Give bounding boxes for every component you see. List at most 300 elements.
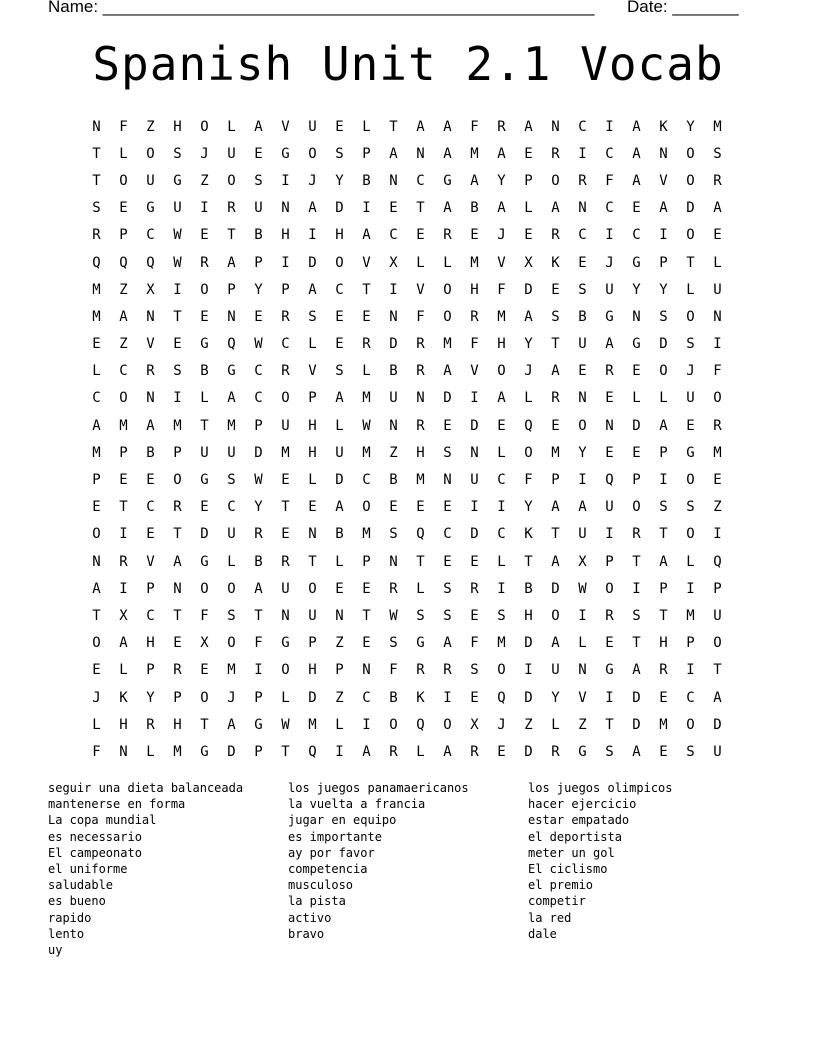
grid-letter: E <box>173 635 182 652</box>
grid-letter: R <box>146 363 155 380</box>
grid-letter: T <box>362 281 371 298</box>
grid-letter: R <box>713 417 722 434</box>
grid-letter: E <box>146 526 155 543</box>
grid-letter: D <box>308 254 317 271</box>
grid-letter: R <box>416 662 425 679</box>
grid-letter: O <box>686 172 695 189</box>
word-column <box>528 780 768 958</box>
grid-letter: E <box>92 662 101 679</box>
grid-letter: W <box>254 336 263 353</box>
grid-letter: T <box>254 607 263 624</box>
grid-letter: C <box>281 336 290 353</box>
grid-letter: W <box>173 227 182 244</box>
grid-letter: L <box>335 553 344 570</box>
grid-letter: O <box>200 118 209 135</box>
grid-letter: S <box>659 308 668 325</box>
grid-letter: O <box>578 417 587 434</box>
letter-grid <box>83 113 731 766</box>
grid-letter: J <box>200 145 209 162</box>
grid-letter: P <box>227 281 236 298</box>
grid-letter: U <box>605 499 614 516</box>
grid-letter: L <box>308 336 317 353</box>
grid-letter: R <box>227 200 236 217</box>
grid-letter: E <box>200 227 209 244</box>
grid-letter: A <box>308 281 317 298</box>
grid-letter: E <box>713 472 722 489</box>
grid-letter: S <box>686 743 695 760</box>
grid-letter: H <box>308 662 317 679</box>
grid-letter: V <box>578 689 587 706</box>
grid-letter: E <box>659 743 668 760</box>
grid-letter: U <box>227 526 236 543</box>
grid-letter: O <box>308 145 317 162</box>
grid-letter: D <box>308 689 317 706</box>
word-item: ay por favor <box>288 845 375 860</box>
grid-letter: G <box>416 635 425 652</box>
grid-letter: C <box>227 499 236 516</box>
grid-letter: A <box>524 308 533 325</box>
grid-letter: Q <box>416 526 425 543</box>
grid-letter: D <box>470 417 479 434</box>
grid-letter: F <box>416 308 425 325</box>
grid-letter: Y <box>335 172 344 189</box>
grid-letter: P <box>308 635 317 652</box>
grid-letter: T <box>119 499 128 516</box>
grid-letter: D <box>524 743 533 760</box>
grid-letter: R <box>173 662 182 679</box>
grid-letter: S <box>713 145 722 162</box>
grid-letter: P <box>335 662 344 679</box>
grid-letter: M <box>362 444 371 461</box>
grid-letter: A <box>146 417 155 434</box>
grid-letter: F <box>92 743 101 760</box>
grid-letter: U <box>308 607 317 624</box>
grid-letter: H <box>308 417 317 434</box>
grid-letter: I <box>470 499 479 516</box>
grid-letter: N <box>551 118 560 135</box>
grid-letter: A <box>497 200 506 217</box>
grid-letter: O <box>146 145 155 162</box>
grid-letter: R <box>119 553 128 570</box>
grid-letter: M <box>470 145 479 162</box>
grid-letter: T <box>92 607 101 624</box>
grid-letter: G <box>443 172 452 189</box>
grid-letter: C <box>92 390 101 407</box>
grid-letter: A <box>119 308 128 325</box>
grid-letter: I <box>605 526 614 543</box>
grid-letter: N <box>659 145 668 162</box>
grid-letter: G <box>605 308 614 325</box>
grid-letter: L <box>713 254 722 271</box>
grid-letter: G <box>146 200 155 217</box>
grid-letter: N <box>389 417 398 434</box>
grid-letter: M <box>497 635 506 652</box>
grid-letter: V <box>308 363 317 380</box>
grid-letter: U <box>713 281 722 298</box>
grid-letter: J <box>308 172 317 189</box>
grid-letter: R <box>551 145 560 162</box>
word-list <box>48 780 768 958</box>
grid-letter: Q <box>308 743 317 760</box>
grid-letter: I <box>308 227 317 244</box>
grid-letter: D <box>200 526 209 543</box>
grid-letter: E <box>200 662 209 679</box>
grid-letter: O <box>281 662 290 679</box>
grid-letter: P <box>551 472 560 489</box>
grid-letter: E <box>659 689 668 706</box>
grid-letter: E <box>497 417 506 434</box>
grid-letter: E <box>524 145 533 162</box>
grid-letter: U <box>551 662 560 679</box>
grid-letter: A <box>443 118 452 135</box>
grid-letter: A <box>443 363 452 380</box>
grid-letter: N <box>173 580 182 597</box>
grid-letter: I <box>173 281 182 298</box>
grid-letter: H <box>173 716 182 733</box>
grid-letter: D <box>524 281 533 298</box>
grid-letter: L <box>200 390 209 407</box>
word-item: competir <box>528 894 586 909</box>
grid-letter: D <box>254 444 263 461</box>
grid-letter: F <box>470 118 479 135</box>
grid-letter: T <box>659 607 668 624</box>
grid-letter: N <box>227 308 236 325</box>
grid-letter: O <box>389 716 398 733</box>
grid-letter: M <box>686 607 695 624</box>
grid-letter: S <box>416 607 425 624</box>
grid-letter: S <box>173 363 182 380</box>
grid-letter: P <box>119 227 128 244</box>
grid-letter: T <box>713 662 722 679</box>
grid-letter: R <box>605 607 614 624</box>
word-item: dale <box>528 926 557 941</box>
word-column <box>288 780 528 958</box>
grid-letter: E <box>551 281 560 298</box>
grid-letter: T <box>632 635 641 652</box>
grid-letter: L <box>335 417 344 434</box>
grid-letter: L <box>416 254 425 271</box>
grid-letter: L <box>335 716 344 733</box>
grid-letter: N <box>389 308 398 325</box>
grid-letter: A <box>551 200 560 217</box>
grid-letter: Y <box>686 118 695 135</box>
grid-letter: I <box>524 662 533 679</box>
grid-letter: M <box>281 444 290 461</box>
grid-letter: E <box>335 580 344 597</box>
grid-letter: S <box>254 172 263 189</box>
grid-letter: X <box>470 716 479 733</box>
grid-letter: O <box>686 227 695 244</box>
grid-letter: A <box>92 417 101 434</box>
grid-letter: P <box>308 390 317 407</box>
grid-letter: W <box>281 716 290 733</box>
grid-letter: L <box>362 363 371 380</box>
grid-letter: W <box>578 580 587 597</box>
grid-letter: E <box>713 227 722 244</box>
grid-letter: I <box>605 118 614 135</box>
grid-letter: A <box>443 200 452 217</box>
grid-letter: O <box>713 635 722 652</box>
grid-letter: U <box>578 336 587 353</box>
grid-letter: E <box>443 553 452 570</box>
grid-letter: Z <box>119 336 128 353</box>
grid-letter: Z <box>146 118 155 135</box>
grid-letter: S <box>443 607 452 624</box>
grid-letter: P <box>92 472 101 489</box>
grid-letter: R <box>551 390 560 407</box>
grid-letter: A <box>551 635 560 652</box>
grid-letter: A <box>551 499 560 516</box>
grid-letter: P <box>254 417 263 434</box>
grid-letter: E <box>200 308 209 325</box>
grid-letter: U <box>173 200 182 217</box>
grid-letter: M <box>362 526 371 543</box>
grid-letter: S <box>308 308 317 325</box>
grid-letter: H <box>146 635 155 652</box>
grid-letter: B <box>146 444 155 461</box>
grid-letter: Q <box>524 417 533 434</box>
grid-letter: S <box>443 444 452 461</box>
grid-letter: D <box>443 390 452 407</box>
grid-letter: N <box>443 472 452 489</box>
grid-letter: B <box>335 526 344 543</box>
grid-letter: E <box>605 444 614 461</box>
grid-letter: U <box>686 390 695 407</box>
grid-letter: S <box>497 607 506 624</box>
word-item: hacer ejercicio <box>528 797 637 812</box>
grid-letter: O <box>362 499 371 516</box>
grid-letter: O <box>632 499 641 516</box>
grid-letter: E <box>416 499 425 516</box>
grid-letter: A <box>416 118 425 135</box>
grid-letter: A <box>578 499 587 516</box>
grid-letter: E <box>632 363 641 380</box>
word-column <box>48 780 288 958</box>
word-item: musculoso <box>288 878 354 893</box>
word-item: la red <box>528 910 572 925</box>
grid-letter: L <box>119 662 128 679</box>
grid-letter: G <box>200 743 209 760</box>
grid-letter: T <box>416 553 425 570</box>
grid-letter: C <box>146 499 155 516</box>
word-item: saludable <box>48 878 114 893</box>
grid-letter: C <box>335 281 344 298</box>
grid-letter: E <box>470 607 479 624</box>
grid-letter: E <box>389 499 398 516</box>
grid-letter: A <box>659 553 668 570</box>
grid-letter: J <box>227 689 236 706</box>
grid-letter: B <box>254 553 263 570</box>
word-item: es necessario <box>48 829 142 844</box>
grid-letter: D <box>524 635 533 652</box>
grid-letter: C <box>416 172 425 189</box>
grid-letter: G <box>200 472 209 489</box>
grid-letter: N <box>92 553 101 570</box>
grid-letter: E <box>173 336 182 353</box>
grid-letter: P <box>524 172 533 189</box>
grid-letter: S <box>551 308 560 325</box>
grid-letter: A <box>389 145 398 162</box>
grid-letter: S <box>605 743 614 760</box>
grid-letter: A <box>227 254 236 271</box>
grid-letter: O <box>497 662 506 679</box>
grid-letter: D <box>632 689 641 706</box>
grid-letter: E <box>470 227 479 244</box>
grid-letter: R <box>362 336 371 353</box>
grid-letter: L <box>227 553 236 570</box>
grid-letter: N <box>713 308 722 325</box>
grid-letter: R <box>713 172 722 189</box>
grid-letter: F <box>524 472 533 489</box>
grid-letter: R <box>92 227 101 244</box>
grid-letter: D <box>524 689 533 706</box>
word-item: mantenerse en forma <box>48 797 186 812</box>
grid-letter: I <box>605 227 614 244</box>
grid-letter: B <box>524 580 533 597</box>
grid-letter: S <box>686 336 695 353</box>
grid-letter: J <box>497 227 506 244</box>
grid-letter: O <box>200 281 209 298</box>
grid-letter: J <box>92 689 101 706</box>
grid-letter: U <box>281 417 290 434</box>
grid-letter: I <box>632 580 641 597</box>
grid-letter: A <box>497 390 506 407</box>
grid-letter: E <box>362 635 371 652</box>
grid-letter: L <box>119 145 128 162</box>
grid-letter: R <box>281 363 290 380</box>
grid-letter: M <box>308 716 317 733</box>
word-item: lento <box>48 926 85 941</box>
grid-letter: E <box>92 336 101 353</box>
grid-letter: O <box>227 580 236 597</box>
grid-letter: Y <box>524 336 533 353</box>
grid-letter: E <box>146 472 155 489</box>
grid-letter: A <box>362 227 371 244</box>
grid-letter: L <box>524 390 533 407</box>
grid-letter: V <box>659 172 668 189</box>
grid-letter: Y <box>254 281 263 298</box>
grid-letter: T <box>416 200 425 217</box>
grid-letter: D <box>470 526 479 543</box>
grid-letter: P <box>254 689 263 706</box>
grid-letter: N <box>578 662 587 679</box>
grid-letter: N <box>308 526 317 543</box>
grid-letter: C <box>254 363 263 380</box>
grid-letter: R <box>578 172 587 189</box>
grid-letter: T <box>227 227 236 244</box>
grid-letter: P <box>713 580 722 597</box>
grid-letter: A <box>443 743 452 760</box>
grid-letter: N <box>335 607 344 624</box>
grid-letter: P <box>146 580 155 597</box>
grid-letter: X <box>200 635 209 652</box>
grid-letter: W <box>362 417 371 434</box>
grid-letter: U <box>254 200 263 217</box>
grid-letter: A <box>227 390 236 407</box>
grid-letter: R <box>470 580 479 597</box>
grid-letter: R <box>389 580 398 597</box>
grid-letter: O <box>497 363 506 380</box>
grid-letter: Q <box>713 553 722 570</box>
grid-letter: I <box>200 200 209 217</box>
grid-letter: Z <box>578 716 587 733</box>
grid-letter: A <box>254 118 263 135</box>
word-item: estar empatado <box>528 813 630 828</box>
grid-letter: I <box>497 499 506 516</box>
grid-letter: G <box>200 553 209 570</box>
grid-letter: R <box>173 499 182 516</box>
grid-letter: I <box>497 580 506 597</box>
grid-letter: J <box>686 363 695 380</box>
grid-letter: Q <box>92 254 101 271</box>
grid-letter: M <box>227 662 236 679</box>
grid-letter: N <box>416 390 425 407</box>
grid-letter: O <box>686 526 695 543</box>
word-item: competencia <box>288 862 368 877</box>
grid-letter: Q <box>227 336 236 353</box>
grid-letter: G <box>605 662 614 679</box>
grid-letter: G <box>281 145 290 162</box>
grid-letter: I <box>605 689 614 706</box>
grid-letter: K <box>524 526 533 543</box>
grid-letter: T <box>173 526 182 543</box>
grid-letter: I <box>686 662 695 679</box>
grid-letter: O <box>200 580 209 597</box>
grid-letter: U <box>605 281 614 298</box>
word-item: el deportista <box>528 829 622 844</box>
grid-letter: T <box>173 607 182 624</box>
grid-letter: C <box>362 689 371 706</box>
grid-letter: R <box>281 553 290 570</box>
grid-letter: C <box>146 227 155 244</box>
grid-letter: E <box>281 526 290 543</box>
grid-letter: N <box>578 200 587 217</box>
grid-letter: O <box>443 716 452 733</box>
grid-letter: H <box>119 716 128 733</box>
grid-letter: Y <box>659 281 668 298</box>
word-item: meter un gol <box>528 845 615 860</box>
word-item: el uniforme <box>48 862 128 877</box>
grid-letter: T <box>308 553 317 570</box>
grid-letter: E <box>524 227 533 244</box>
grid-letter: I <box>659 472 668 489</box>
grid-letter: V <box>470 363 479 380</box>
grid-letter: E <box>92 499 101 516</box>
grid-letter: R <box>605 363 614 380</box>
grid-letter: E <box>362 580 371 597</box>
grid-letter: E <box>551 417 560 434</box>
grid-letter: I <box>713 336 722 353</box>
grid-letter: D <box>335 472 344 489</box>
grid-letter: N <box>362 662 371 679</box>
grid-letter: I <box>254 662 263 679</box>
grid-letter: X <box>119 607 128 624</box>
grid-letter: H <box>470 281 479 298</box>
grid-letter: N <box>146 390 155 407</box>
grid-letter: V <box>146 553 155 570</box>
grid-letter: A <box>713 200 722 217</box>
grid-letter: Z <box>119 281 128 298</box>
grid-letter: U <box>713 743 722 760</box>
grid-letter: Z <box>389 444 398 461</box>
grid-letter: C <box>578 227 587 244</box>
grid-letter: O <box>173 472 182 489</box>
grid-letter: J <box>497 716 506 733</box>
grid-letter: Q <box>605 472 614 489</box>
grid-letter: O <box>308 580 317 597</box>
grid-letter: I <box>335 743 344 760</box>
grid-letter: O <box>686 308 695 325</box>
